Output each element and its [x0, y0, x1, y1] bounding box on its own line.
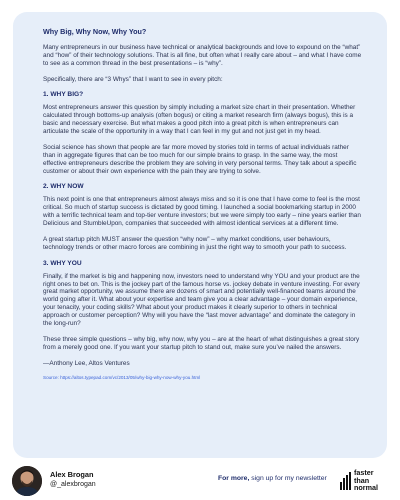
author-name: Alex Brogan: [50, 470, 94, 479]
faster-than-normal-logo: [340, 466, 390, 498]
footer: [0, 466, 400, 500]
section-heading-why-big: 1. WHY BIG?: [43, 91, 84, 99]
bars-logo-icon: [340, 472, 351, 490]
section-heading-why-you: 3. WHY YOU: [43, 259, 82, 267]
intro-paragraph: Many entrepreneurs in our business have technical or analytical backgrounds and love to expound on the “what” and “how” of their technology solutions. That is all fine, but often what I really care about – and what I have come to see as a common thread in the best presentations – is “why”.: [43, 44, 362, 67]
signature: —Anthony Lee, Altos Ventures: [43, 359, 130, 367]
body-paragraph: This next point is one that entrepreneurs almost always miss and so it is one that I have come to feel is the most critical. So much of startup success is dictated by good timing. I launched a social bookmarking startup in 2000 with a terrific technical team and top-tier venture investors; but we were simply too early – nine years earlier than Delicious and StumbleUpon, companies that succeeded with almost identical services at a different time.: [43, 196, 361, 228]
source-link[interactable]: Source: https://altos.typepad.com/vc/2013/05/why-big-why-now-why-you.html: [43, 375, 201, 381]
section-heading-why-now: 2. WHY NOW: [43, 183, 84, 191]
logo-word: than: [354, 475, 370, 485]
logo-word: faster: [354, 468, 374, 477]
newsletter-cta: [218, 475, 327, 482]
body-paragraph: Social science has shown that people are far more moved by stories told in terms of actual individuals rather than in aggregate figures that can be too much for our simple brains to grasp. In the same way, the most effective entrepreneurs describe the problem they are solving in very personal terms. They talk about a specific customer or about their own experience with the pain they are trying to solve.: [43, 143, 357, 175]
article-title: Why Big, Why Now, Why You?: [43, 27, 147, 36]
intro-paragraph: Specifically, there are “3 Whys” that I want to see in every pitch:: [43, 75, 223, 83]
avatar: [12, 466, 42, 496]
body-paragraph: A great startup pitch MUST answer the question “why now” – why market conditions, user behaviours, technology trends or other macro forces are combining in just the right way to smooth your path to success.: [43, 235, 347, 251]
article-card: [13, 12, 387, 458]
logo-word: normal: [354, 483, 378, 493]
newsletter-signup-link[interactable]: sign up for my newsletter: [251, 475, 327, 482]
body-paragraph: Most entrepreneurs answer this question by simply including a market size chart in their presentation. Whether calculated through bottoms-up analysis (often bogus) or citing a market research firm (always bogus), this is a basic and necessary exercise. But what makes a good pitch into a great pitch is when entrepreneurs can articulate the scale of the opportunity in a way that I can feel in my gut and not just get in my head.: [43, 104, 356, 136]
cta-prefix: For more,: [218, 475, 250, 482]
author-handle: @_alexbrogan: [50, 481, 96, 488]
body-paragraph: Finally, if the market is big and happening now, investors need to understand why YOU and your product are the right ones to bet on. This is the jockey part of the famous horse vs. jockey debate in venture investing. For every great market opportunity, we assume there are dozens of smart and potentially well-financed teams around the world going after it. What about your expertise and team give you a clear advantage – your domain experience, your tenacity, your coding skills? What about your product makes it clearly superior to others in technical approach or customer perception? Why will you have the “last mover advantage” and dominate the category in the long-run?: [43, 272, 360, 328]
body-paragraph: These three simple questions – why big, why now, why you – are at the heart of what distinguishes a great story from a merely good one. If you want your startup pitch to stand out, make sure you’ve nailed the answers.: [43, 335, 360, 351]
logo-text: [354, 469, 378, 492]
